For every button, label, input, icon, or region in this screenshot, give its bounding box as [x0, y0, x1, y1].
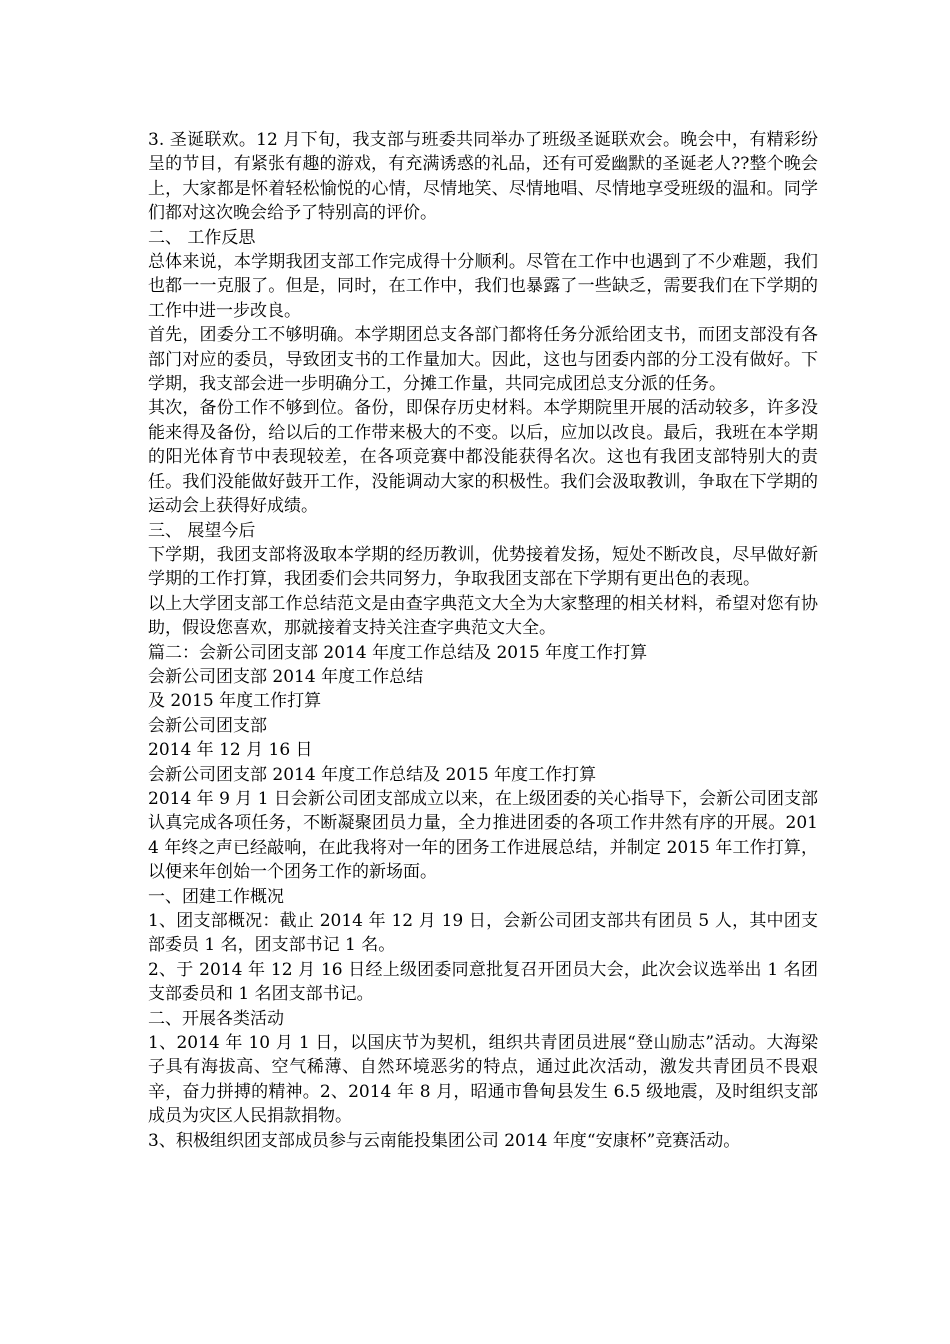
paragraph-second-issue: 其次，备份工作不够到位。备份，即保存历史材料。本学期院里开展的活动较多，许多没能来得及备份，给以后的工作带来极大的不变。以后，应加以改良。最后，我班在本学期的阳光体育节中表现较差，在各项竞赛中都没能获得名次。这也有我团支部特别大的责任。我们没能做好鼓开工作，没能调动大家的积极性。我们会汲取教训，争取在下学期的运动会上获得好成绩。	[148, 398, 818, 517]
heading-league-overview: 一、团建工作概况	[148, 886, 284, 907]
paragraph-next-term: 下学期，我团支部将汲取本学期的经历教训，优势接着发扬，短处不断改良，尽早做好新学期的工作打算，我团委们会共同努力，争取我团支部在下学期有更出色的表现。	[148, 544, 818, 590]
report-full-title: 会新公司团支部 2014 年度工作总结及 2015 年度工作打算	[148, 764, 597, 785]
paragraph-activity-3: 3、积极组织团支部成员参与云南能投集团公司 2014 年度“安康杯”竞赛活动。	[148, 1130, 741, 1151]
heading-activities: 二、开展各类活动	[148, 1008, 284, 1029]
heading-outlook: 三、 展望今后	[148, 520, 256, 541]
paragraph-overall-summary: 总体来说，本学期我团支部工作完成得十分顺利。尽管在工作中也遇到了不少难题，我们也都一一克服了。但是，同时，在工作中，我们也暴露了一些缺乏，需要我们在下学期的工作中进一步改良。	[148, 252, 818, 321]
report-author: 会新公司团支部	[148, 715, 267, 736]
report-title-line-1: 会新公司团支部 2014 年度工作总结	[148, 666, 424, 687]
paragraph-christmas-party: 3. 圣诞联欢。12 月下旬，我支部与班委共同举办了班级圣诞联欢会。晚会中，有精彩纷呈的节目，有紧张有趣的游戏，有充满诱惑的礼品，还有可爱幽默的圣诞老人??整个晚会上，大家都是怀着轻松愉悦的心情，尽情地笑、尽情地唱、尽情地享受班级的温和。同学们都对这次晚会给予了特别高的评价。	[148, 130, 818, 224]
paragraph-first-issue: 首先，团委分工不够明确。本学期团总支各部门都将任务分派给团支书，而团支部没有各部门对应的委员，导致团支书的工作量加大。因此，这也与团委内部的分工没有做好。下学期，我支部会进一步明确分工，分摊工作量，共同完成团总支分派的任务。	[148, 325, 818, 395]
report-title-line-2: 及 2015 年度工作打算	[148, 691, 322, 712]
paragraph-branch-overview: 1、团支部概况：截止 2014 年 12 月 19 日，会新公司团支部共有团员 5 人，其中团支部委员 1 名，团支部书记 1 名。	[148, 911, 818, 956]
paragraph-source-note: 以上大学团支部工作总结范文是由查字典范文大全为大家整理的相关材料，希望对您有协助，假设您喜欢，那就接着支持关注查字典范文大全。	[148, 593, 818, 639]
paragraph-activities-1-2: 1、2014 年 10 月 1 日，以国庆节为契机，组织共青团员进展“登山励志”活动。大海梁子具有海拔高、空气稀薄、自然环境恶劣的特点，通过此次活动，激发共青团员不畏艰辛，奋力拼搏的精神。2、2014 年 8 月，昭通市鲁甸县发生 6.5 级地震，及时组织支部成员为灾区人民捐款捐物。	[148, 1033, 818, 1127]
chapter-two-title: 篇二：会新公司团支部 2014 年度工作总结及 2015 年度工作打算	[148, 642, 648, 663]
document-page	[148, 128, 818, 1153]
paragraph-introduction: 2014 年 9 月 1 日会新公司团支部成立以来，在上级团委的关心指导下，会新公司团支部认真完成各项任务，不断凝聚团员力量，全力推进团委的各项工作井然有序的开展。2014 年终之声已经敲响，在此我将对一年的团务工作进展总结，并制定 2015 年工作打算，以便来年创始一个团务工作的新场面。	[148, 788, 818, 883]
paragraph-member-election: 2、于 2014 年 12 月 16 日经上级团委同意批复召开团员大会，此次会议选举出 1 名团支部委员和 1 名团支部书记。	[148, 959, 818, 1005]
heading-work-reflection: 二、 工作反思	[148, 227, 256, 248]
report-date: 2014 年 12 月 16 日	[148, 740, 313, 761]
